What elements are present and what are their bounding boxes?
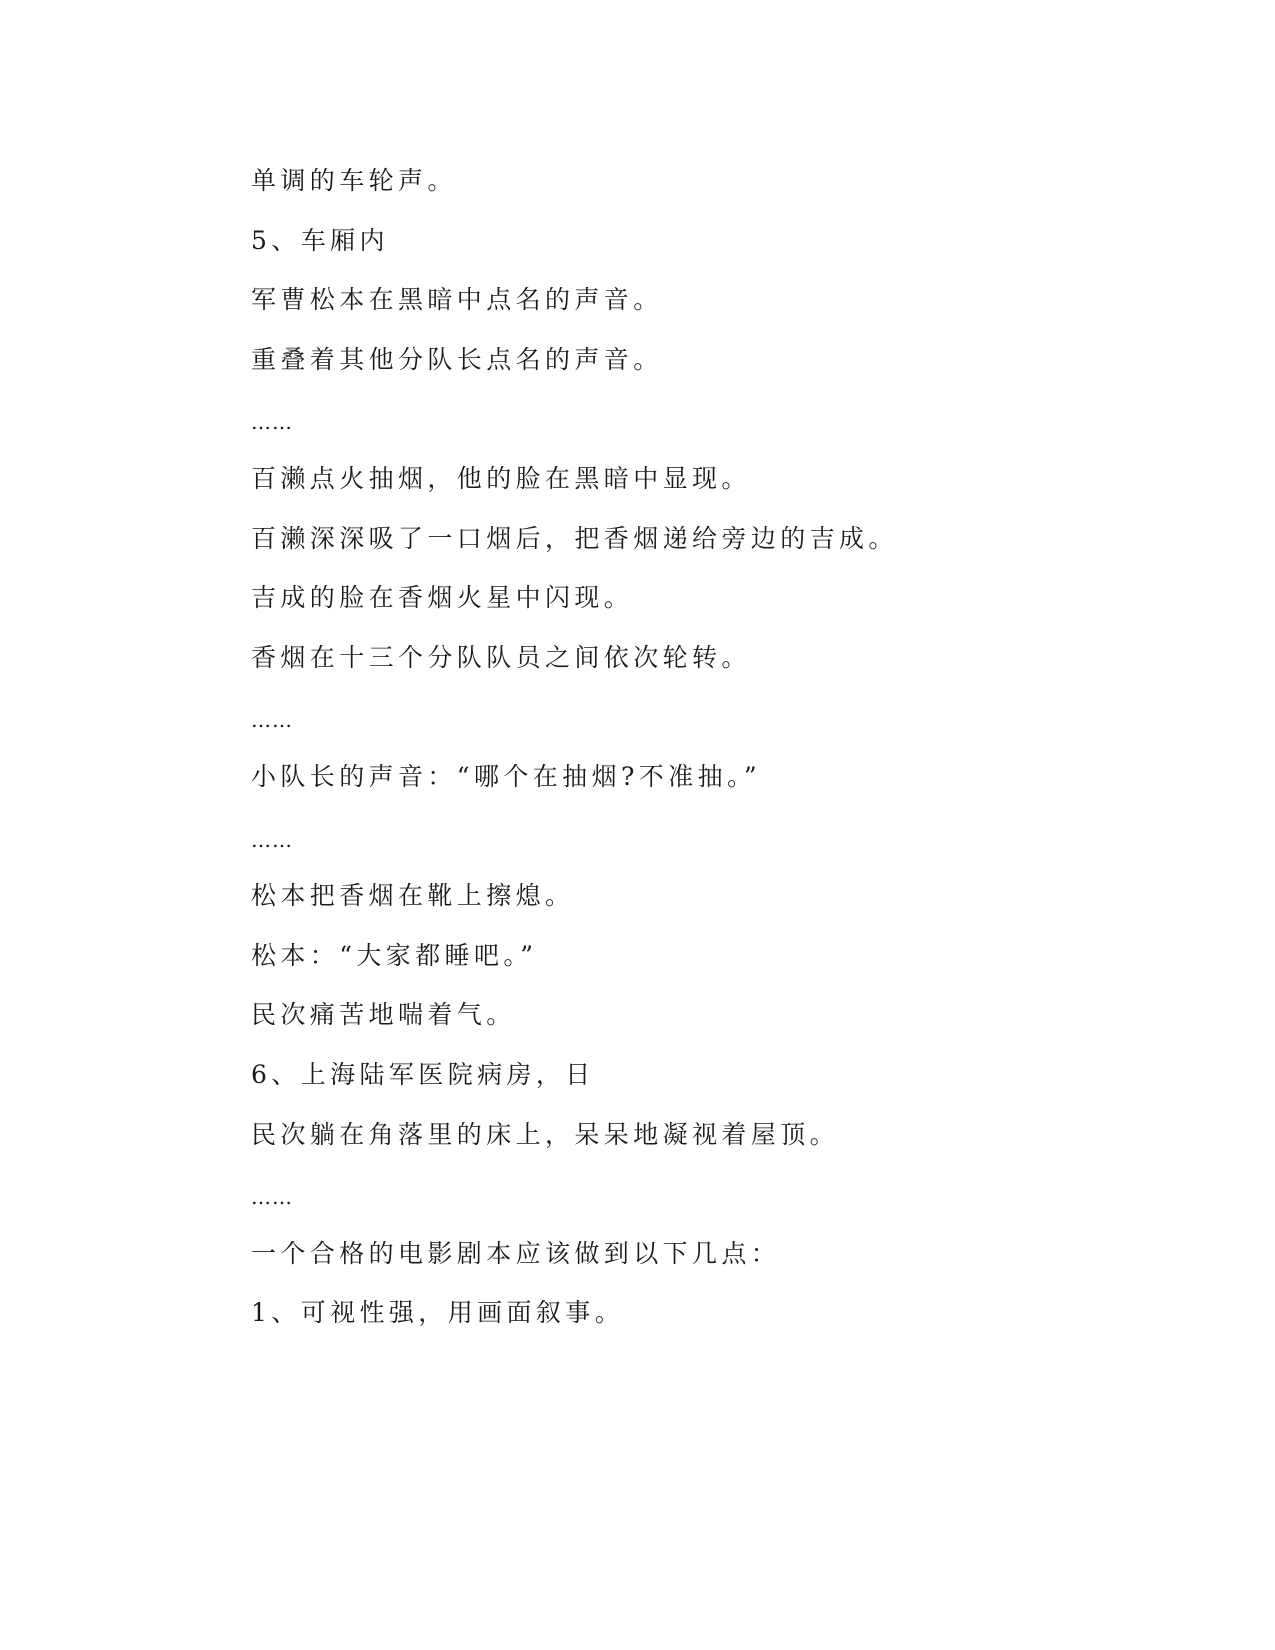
text-line: 百濑点火抽烟，他的脸在黑暗中显现。 <box>251 463 751 493</box>
text-line: 民次躺在角落里的床上，呆呆地凝视着屋顶。 <box>251 1119 840 1149</box>
ellipsis-line: …… <box>251 1185 293 1210</box>
list-item: 1、可视性强，用画面叙事。 <box>251 1298 625 1328</box>
scene-heading: 6、上海陆军医院病房，日 <box>251 1059 595 1089</box>
dialogue-line: 松本：“大家都睡吧。” <box>251 940 538 970</box>
text-line: 一个合格的电影剧本应该做到以下几点： <box>251 1238 781 1268</box>
text-line: 重叠着其他分队长点名的声音。 <box>251 344 663 374</box>
text-line: 松本把香烟在靴上擦熄。 <box>251 881 575 911</box>
ellipsis-line: …… <box>251 410 293 435</box>
text-line: 香烟在十三个分队队员之间依次轮转。 <box>251 642 751 672</box>
scene-heading: 5、车厢内 <box>251 225 389 255</box>
dialogue-line: 小队长的声音：“哪个在抽烟?不准抽。” <box>251 761 762 791</box>
text-line: 民次痛苦地喘着气。 <box>251 1000 516 1030</box>
document-body <box>251 159 1011 1351</box>
text-line: 军曹松本在黑暗中点名的声音。 <box>251 285 663 315</box>
text-line: 百濑深深吸了一口烟后，把香烟递给旁边的吉成。 <box>251 523 898 553</box>
ellipsis-line: …… <box>251 827 293 852</box>
text-line: 单调的车轮声。 <box>251 166 457 195</box>
text-line: 吉成的脸在香烟火星中闪现。 <box>251 583 634 613</box>
ellipsis-line: …… <box>251 708 293 733</box>
